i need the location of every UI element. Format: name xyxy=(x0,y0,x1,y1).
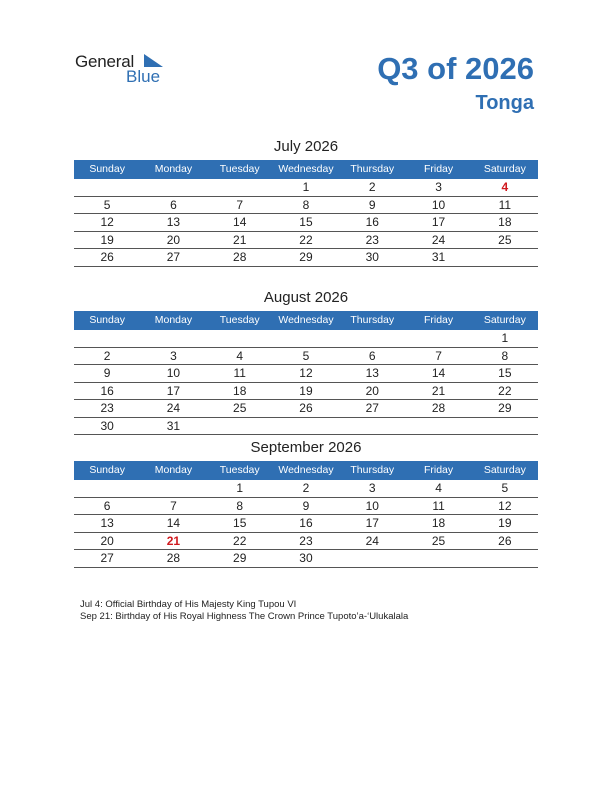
empty-day-cell xyxy=(339,418,405,435)
day-cell: 8 xyxy=(236,498,244,513)
day-cell: 25 xyxy=(431,533,446,548)
day-cell: 6 xyxy=(103,498,111,513)
day-cell: 3 xyxy=(170,348,177,363)
week-row xyxy=(74,533,538,551)
week-row xyxy=(74,330,538,348)
day-cell: 23 xyxy=(299,533,313,548)
week-row xyxy=(74,515,538,533)
day-cell: 27 xyxy=(100,551,114,565)
day-cell: 28 xyxy=(166,551,181,565)
empty-day-cell xyxy=(207,330,273,347)
month-title: July 2026 xyxy=(273,138,339,155)
week-row xyxy=(74,383,538,401)
weekday-header: Friday xyxy=(423,314,454,326)
day-cell: 10 xyxy=(166,366,181,380)
day-cell: 16 xyxy=(299,516,313,530)
weekday-header: Friday xyxy=(423,163,454,175)
weekday-header: Monday xyxy=(154,464,193,476)
day-cell: 13 xyxy=(365,366,379,380)
day-cell: 17 xyxy=(431,215,446,229)
day-cell: 14 xyxy=(431,366,446,380)
day-cell: 3 xyxy=(435,180,442,194)
weekday-header: Friday xyxy=(423,464,454,476)
weekday-header: Monday xyxy=(154,314,193,326)
day-cell: 22 xyxy=(498,383,512,398)
day-cell: 18 xyxy=(233,383,247,398)
empty-day-cell xyxy=(472,550,538,567)
day-cell: 2 xyxy=(302,481,310,495)
day-cell: 15 xyxy=(498,366,512,380)
week-row xyxy=(74,418,538,436)
day-cell: 1 xyxy=(501,331,509,345)
day-cell: 5 xyxy=(103,197,111,212)
day-cell: 1 xyxy=(236,481,244,495)
day-cell: 21 xyxy=(166,533,181,548)
day-cell: 23 xyxy=(100,401,114,415)
day-cell: 11 xyxy=(498,197,512,212)
empty-day-cell xyxy=(140,480,206,497)
week-row xyxy=(74,249,538,267)
week-row xyxy=(74,498,538,516)
empty-day-cell xyxy=(472,249,538,266)
day-cell: 18 xyxy=(431,516,446,530)
week-row xyxy=(74,550,538,568)
week-row xyxy=(74,179,538,197)
weekday-header-row xyxy=(74,160,538,179)
empty-day-cell xyxy=(339,550,405,567)
day-cell: 20 xyxy=(365,383,379,398)
day-cell: 21 xyxy=(431,383,446,398)
empty-day-cell xyxy=(339,330,405,347)
weekday-header: Thursday xyxy=(350,464,395,476)
day-cell: 20 xyxy=(166,232,181,247)
empty-day-cell xyxy=(74,480,140,497)
day-cell: 17 xyxy=(365,516,379,530)
weekday-header: Thursday xyxy=(350,163,395,175)
empty-day-cell xyxy=(405,418,471,435)
month-august xyxy=(74,289,538,435)
day-cell: 24 xyxy=(365,533,379,548)
logo-general-text: General xyxy=(75,52,135,71)
day-cell: 31 xyxy=(166,418,181,433)
weekday-header-row xyxy=(74,461,538,480)
empty-day-cell xyxy=(140,330,206,347)
day-cell: 27 xyxy=(166,250,181,264)
day-cell: 30 xyxy=(100,418,114,433)
empty-day-cell xyxy=(472,418,538,435)
empty-day-cell xyxy=(140,179,206,196)
day-cell: 2 xyxy=(103,348,111,363)
day-cell: 13 xyxy=(166,215,181,229)
holiday-note: Jul 4: Official Birthday of His Majesty King Tupou VI xyxy=(80,599,297,610)
empty-day-cell xyxy=(405,330,471,347)
day-cell: 14 xyxy=(233,215,247,229)
empty-day-cell xyxy=(74,179,140,196)
day-cell: 10 xyxy=(365,498,379,513)
day-cell: 24 xyxy=(166,401,181,415)
country-name: Tonga xyxy=(475,92,534,114)
empty-day-cell xyxy=(74,330,140,347)
day-cell: 12 xyxy=(299,366,313,380)
empty-day-cell xyxy=(273,330,339,347)
day-cell: 9 xyxy=(103,366,111,380)
day-cell: 17 xyxy=(166,383,181,398)
day-cell: 15 xyxy=(233,516,247,530)
day-cell: 7 xyxy=(435,348,442,363)
day-cell: 26 xyxy=(498,533,512,548)
weekday-header: Saturday xyxy=(483,464,526,476)
day-cell: 6 xyxy=(368,348,376,363)
day-cell: 12 xyxy=(498,498,512,513)
day-cell: 26 xyxy=(100,250,114,264)
day-cell: 4 xyxy=(435,481,442,495)
day-cell: 27 xyxy=(365,401,379,415)
day-cell: 31 xyxy=(431,250,446,264)
day-cell: 25 xyxy=(498,232,512,247)
day-cell: 19 xyxy=(299,383,313,398)
weekday-header: Sunday xyxy=(89,464,125,476)
week-row xyxy=(74,197,538,215)
weekday-header: Saturday xyxy=(483,314,526,326)
month-september xyxy=(74,439,538,568)
weekday-header: Wednesday xyxy=(278,163,334,175)
weekday-header: Wednesday xyxy=(278,464,334,476)
day-cell: 30 xyxy=(299,551,313,565)
week-row xyxy=(74,400,538,418)
day-cell: 8 xyxy=(501,348,509,363)
day-cell: 20 xyxy=(100,533,114,548)
day-cell: 25 xyxy=(233,401,247,415)
day-cell: 29 xyxy=(498,401,512,415)
day-cell: 28 xyxy=(431,401,446,415)
weekday-header: Monday xyxy=(154,163,193,175)
day-cell: 29 xyxy=(299,250,313,264)
day-cell: 19 xyxy=(498,516,512,530)
day-cell: 14 xyxy=(166,516,181,530)
empty-day-cell xyxy=(207,418,273,435)
day-cell: 1 xyxy=(302,180,310,194)
week-row xyxy=(74,365,538,383)
month-title: September 2026 xyxy=(250,439,362,456)
page-title: Q3 of 2026 xyxy=(377,51,534,86)
day-cell: 23 xyxy=(365,232,379,247)
weekday-header: Sunday xyxy=(89,163,125,175)
day-cell: 2 xyxy=(368,180,376,194)
week-row xyxy=(74,348,538,366)
day-cell: 22 xyxy=(233,533,247,548)
holiday-note: Sep 21: Birthday of His Royal Highness The Crown Prince Tupoto’a-‘Ulukalala xyxy=(80,611,409,622)
day-cell: 21 xyxy=(233,232,247,247)
day-cell: 7 xyxy=(236,197,244,212)
logo-blue-text: Blue xyxy=(126,67,161,86)
day-cell: 11 xyxy=(432,498,445,513)
week-row xyxy=(74,480,538,498)
day-cell: 10 xyxy=(431,197,446,212)
day-cell: 30 xyxy=(365,250,379,264)
day-cell: 9 xyxy=(302,498,310,513)
day-cell: 5 xyxy=(501,481,509,495)
weekday-header: Saturday xyxy=(483,163,526,175)
month-title: August 2026 xyxy=(263,289,349,306)
day-cell: 7 xyxy=(170,498,177,513)
day-cell: 24 xyxy=(431,232,446,247)
day-cell: 4 xyxy=(501,180,509,194)
day-cell: 28 xyxy=(233,250,247,264)
day-cell: 3 xyxy=(368,481,376,495)
weekday-header: Tuesday xyxy=(219,314,260,326)
empty-day-cell xyxy=(405,550,471,567)
day-cell: 18 xyxy=(498,215,512,229)
logo-triangle-icon xyxy=(144,54,163,67)
day-cell: 4 xyxy=(236,348,244,363)
day-cell: 16 xyxy=(100,383,114,398)
day-cell: 15 xyxy=(299,215,313,229)
weekday-header-row xyxy=(74,311,538,330)
weekday-header: Sunday xyxy=(89,314,125,326)
empty-day-cell xyxy=(273,418,339,435)
month-july xyxy=(74,138,538,267)
day-cell: 29 xyxy=(233,551,247,565)
weekday-header: Tuesday xyxy=(219,163,260,175)
day-cell: 9 xyxy=(368,197,376,212)
day-cell: 8 xyxy=(302,197,310,212)
day-cell: 13 xyxy=(100,516,114,530)
weekday-header: Tuesday xyxy=(219,464,260,476)
day-cell: 12 xyxy=(100,215,114,229)
day-cell: 16 xyxy=(365,215,379,229)
day-cell: 22 xyxy=(299,232,313,247)
weekday-header: Wednesday xyxy=(278,314,334,326)
week-row xyxy=(74,232,538,250)
day-cell: 11 xyxy=(233,366,246,380)
brand-logo xyxy=(75,52,175,88)
empty-day-cell xyxy=(207,179,273,196)
day-cell: 26 xyxy=(299,401,313,415)
holiday-notes xyxy=(80,599,410,623)
weekday-header: Thursday xyxy=(350,314,395,326)
day-cell: 6 xyxy=(170,197,177,212)
day-cell: 19 xyxy=(100,232,114,247)
week-row xyxy=(74,214,538,232)
day-cell: 5 xyxy=(302,348,310,363)
